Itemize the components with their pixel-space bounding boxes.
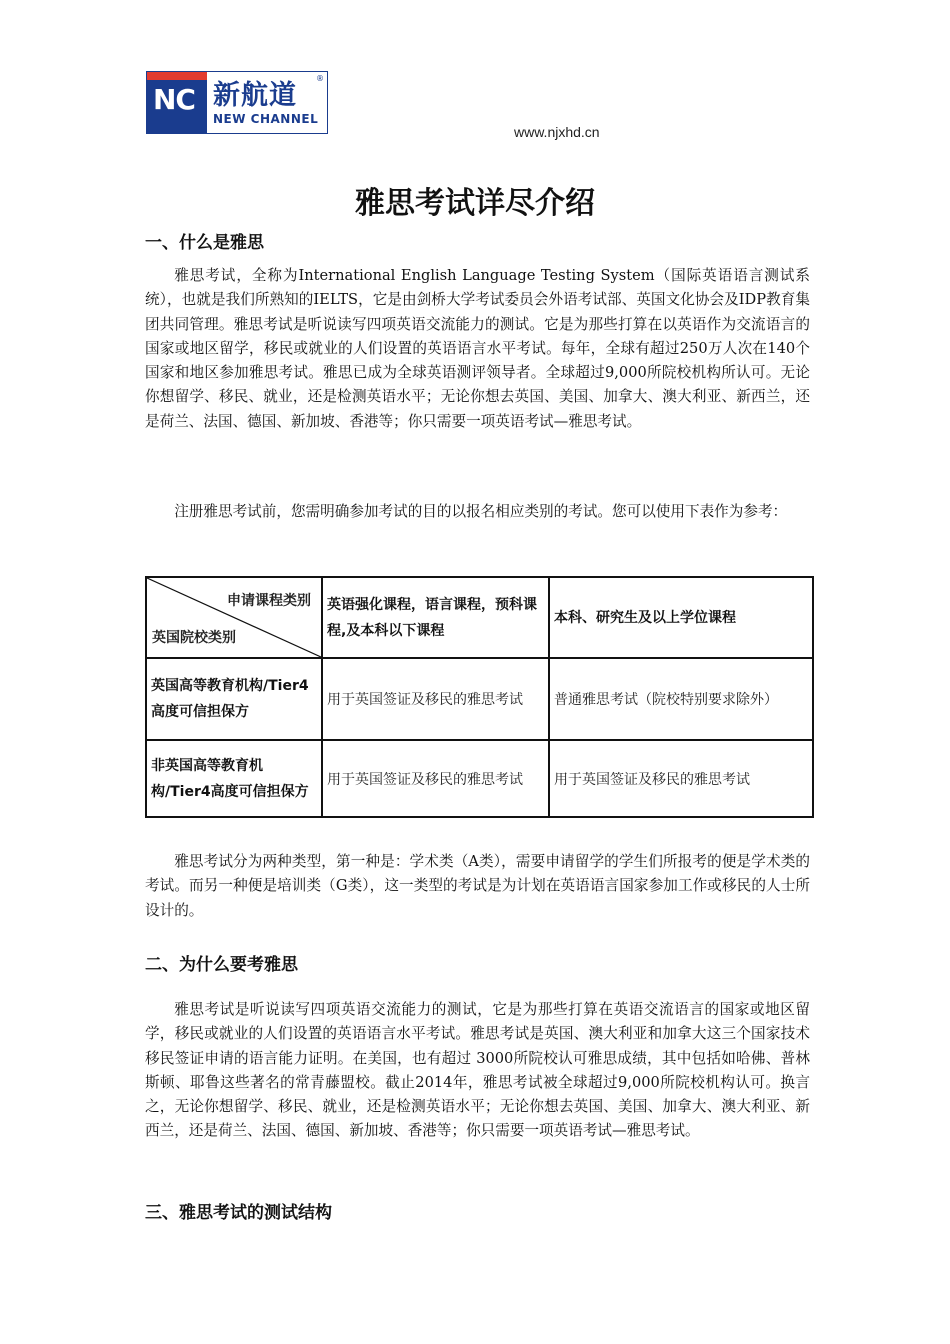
corner-bottom-label: 英国院校类别 bbox=[152, 630, 236, 646]
logo-mark-text: NC bbox=[153, 83, 195, 116]
logo-wordmark bbox=[207, 72, 327, 133]
logo-chinese-name: 新航道 bbox=[213, 79, 297, 111]
logo-mark bbox=[147, 72, 207, 133]
table-row-label: 非英国高等教育机构/Tier4高度可信担保方 bbox=[146, 740, 322, 817]
table-header-col1: 英语强化课程，语言课程，预科课程,及本科以下课程 bbox=[322, 577, 549, 658]
section-2-heading: 二、为什么要考雅思 bbox=[145, 955, 298, 975]
table-cell: 普通雅思考试（院校特别要求除外） bbox=[549, 658, 813, 740]
logo-english-name: NEW CHANNEL bbox=[213, 111, 319, 126]
logo-stripe bbox=[147, 72, 207, 80]
corner-top-label: 申请课程类别 bbox=[227, 593, 311, 609]
page-title: 雅思考试详尽介绍 bbox=[355, 186, 595, 221]
table-cell: 用于英国签证及移民的雅思考试 bbox=[322, 658, 549, 740]
table-header-col2: 本科、研究生及以上学位课程 bbox=[549, 577, 813, 658]
exam-type-table bbox=[145, 576, 812, 816]
section-3-heading: 三、雅思考试的测试结构 bbox=[145, 1203, 332, 1223]
section-1-heading: 一、什么是雅思 bbox=[145, 233, 264, 253]
section-1-paragraph-2: 注册雅思考试前，您需明确参加考试的目的以报名相应类别的考试。您可以使用下表作为参考： bbox=[174, 503, 788, 520]
brand-logo bbox=[146, 71, 328, 134]
table-cell: 用于英国签证及移民的雅思考试 bbox=[549, 740, 813, 817]
section-2-paragraph-1: 雅思考试是听说读写四项英语交流能力的测试，它是为那些打算在英语交流语言的国家或地区留学，移民或就业的人们设置的英语语言水平考试。雅思考试是英国、澳大利亚和加拿大这三个国家技术移民签证申请的语言能力证明。在美国，也有超过 3000所院校认可雅思成绩，其中包括如哈佛、普林斯顿、耶鲁这些著名的常青藤盟校。截止2014年，雅思考试被全球超过9,000所院校机构认可。换言之，无论你想留学、移民、就业，还是检测英语水平；无论你想去英国、美国、加拿大、澳大利亚、新西兰，还是荷兰、法国、德国、新加坡、香港等；你只需要一项英语考试—雅思考试。 bbox=[145, 1001, 810, 1140]
table-row-label: 英国高等教育机构/Tier4 高度可信担保方 bbox=[146, 658, 322, 740]
site-url: www.njxhd.cn bbox=[514, 124, 600, 140]
table-cell: 用于英国签证及移民的雅思考试 bbox=[322, 740, 549, 817]
section-1-paragraph-3: 雅思考试分为两种类型，第一种是：学术类（A类），需要申请留学的学生们所报考的便是学术类的考试。而另一种便是培训类（G类），这一类型的考试是为计划在英语语言国家参加工作或移民的人士所设计的。 bbox=[145, 853, 810, 919]
registered-mark: ® bbox=[316, 74, 324, 83]
section-1-paragraph-1: 雅思考试，全称为International English Language Testing System（国际英语语言测试系统），也就是我们所熟知的IELTS，它是由剑桥大学考试委员会外语考试部、英国文化协会及IDP教育集团共同管理。雅思考试是听说读写四项英语交流能力的测试。它是为那些打算在以英语作为交流语言的国家或地区留学，移民或就业的人们设置的英语语言水平考试。每年，全球有超过250万人次在140个国家和地区参加雅思考试。雅思已成为全球英语测评领导者。全球超过9,000所院校机构所认可。无论你想留学、移民、就业，还是检测英语水平；无论你想去英国、美国、加拿大、澳大利亚、新西兰，还是荷兰、法国、德国、新加坡、香港等；你只需要一项英语考试—雅思考试。 bbox=[145, 267, 810, 430]
table-corner-cell bbox=[146, 577, 322, 658]
